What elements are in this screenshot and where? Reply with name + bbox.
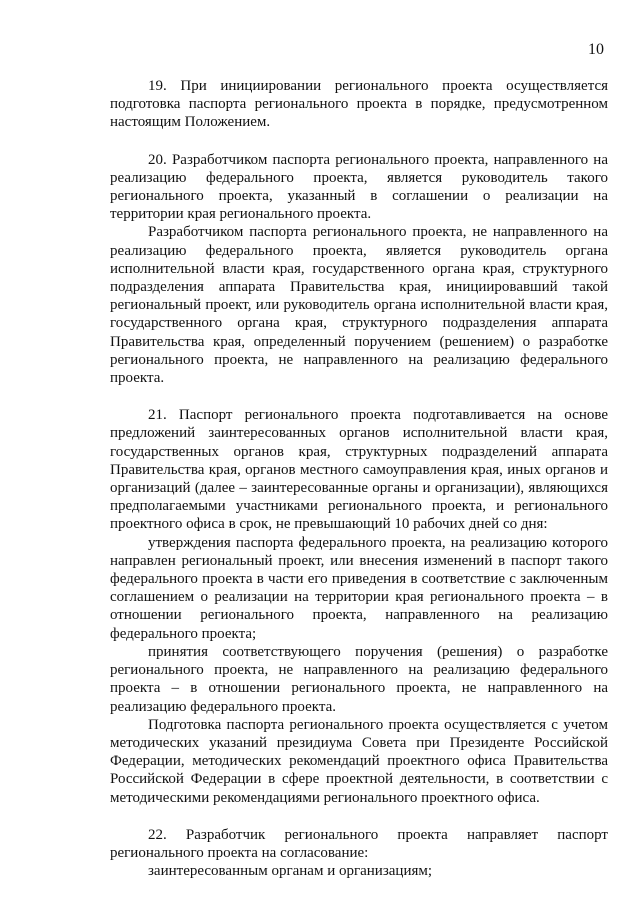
paragraph-20: 20. Разработчиком паспорта регионального проекта, направленного на реализацию федерального проекта, является руководитель такого регионального проекта, указанный в соглашении о реализации на территории края регионального проекта. <box>110 151 608 223</box>
document-body <box>110 77 608 880</box>
paragraph-20-part-2: Разработчиком паспорта регионального проекта, не направленного на реализацию федерального проекта, является руководитель органа исполнительной власти края, государственного органа края, структурного подразделения аппарата Правительства края, инициировавший такой региональный проект, или руководитель органа исполнительной власти края, государственного органа края, структурного подразделения аппарата Правительства края, определенный поручением (решением) о разработке регионального проекта, не направленного на реализацию федерального проекта. <box>110 224 608 387</box>
paragraph-22-item-1: заинтересованным органам и организациям; <box>148 863 433 880</box>
paragraph-21-item-1: утверждения паспорта федерального проекта, на реализацию которого направлен региональный проект, или внесения изменений в паспорт такого федерального проекта в части его приведения в соответствие с заключенным соглашением о реализации на территории края регионального проекта – в отношении регионального проекта, направленного на реализацию федерального проекта; <box>110 534 608 642</box>
paragraph-21-part-2: Подготовка паспорта регионального проекта осуществляется с учетом методических указаний президиума Совета при Президенте Российской Федерации, методических рекомендаций проектного офиса Правительства Российской Федерации в сфере проектной деятельности, в соответствии с методическими рекомендациями регионального проектного офиса. <box>110 716 608 806</box>
page-number: 10 <box>588 41 604 58</box>
paragraph-21-item-2: принятия соответствующего поручения (решения) о разработке регионального проекта, не направленного на реализацию федерального проекта – в отношении регионального проекта, не направленного на реализацию федерального проекта. <box>110 643 608 715</box>
paragraph-22: 22. Разработчик регионального проекта направляет паспорт регионального проекта на согласование: <box>110 826 608 861</box>
paragraph-19: 19. При инициировании регионального проекта осуществляется подготовка паспорта регионального проекта в порядке, предусмотренном настоящим Положением. <box>110 78 608 131</box>
paragraph-21: 21. Паспорт регионального проекта подготавливается на основе предложений заинтересованных органов исполнительной власти края, государственных органов края, структурных подразделений аппарата Правительства края, органов местного самоуправления края, иных органов и организаций (далее – заинтересованные органы и организации), являющихся предполагаемыми участниками регионального проекта, и регионального проектного офиса в срок, не превышающий 10 рабочих дней со дня: <box>110 407 608 533</box>
